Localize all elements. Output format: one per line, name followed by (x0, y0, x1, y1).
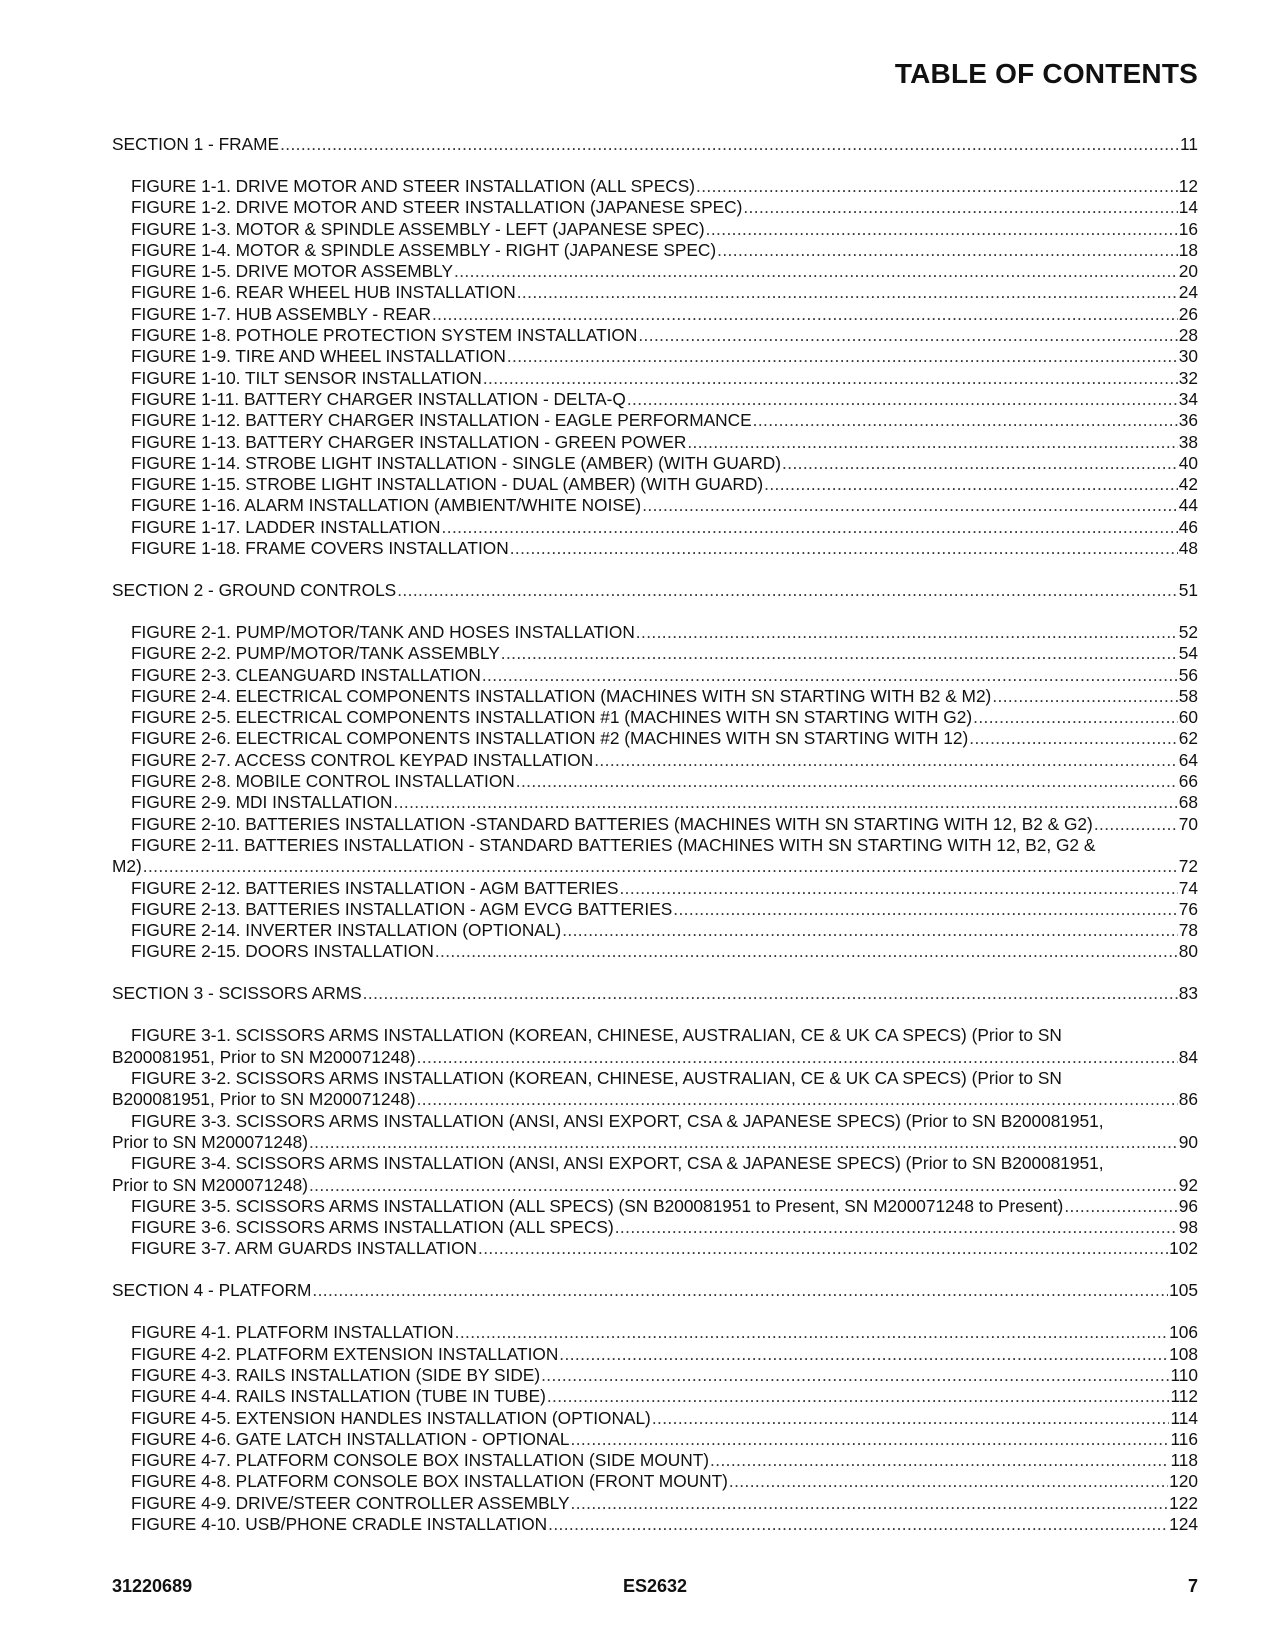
toc-page-number: 48 (1178, 538, 1198, 559)
toc-section (112, 580, 1198, 963)
toc-page-number: 70 (1178, 813, 1198, 834)
toc-figure-entry[interactable] (112, 1408, 1198, 1429)
toc-page-number: 52 (1178, 622, 1198, 642)
toc-figure-label: FIGURE 1-2. DRIVE MOTOR AND STEER INSTALLATION (JAPANESE SPEC) (131, 197, 743, 218)
toc-page-number: 78 (1178, 920, 1198, 941)
toc-figure-entry[interactable] (112, 1386, 1198, 1407)
toc-figure-entry[interactable] (112, 643, 1198, 664)
toc-figure-entry[interactable] (112, 346, 1198, 367)
toc-figure-label: FIGURE 1-9. TIRE AND WHEEL INSTALLATION (131, 346, 506, 367)
toc-page-number: 102 (1169, 1238, 1198, 1259)
toc-leader-dots (309, 1175, 1178, 1196)
toc-page-number: 12 (1178, 175, 1198, 196)
toc-leader-dots (571, 1493, 1169, 1514)
toc-page-number: 84 (1178, 1046, 1198, 1067)
toc-figure-entry[interactable] (112, 1471, 1198, 1492)
toc-figure-label: FIGURE 3-3. SCISSORS ARMS INSTALLATION (ANSI, ANSI EXPORT, CSA & JAPANESE SPECS) (Prior to SN B200081951, (131, 1110, 1104, 1131)
toc-section-entry[interactable] (112, 983, 1198, 1004)
toc-section-label: SECTION 2 - GROUND CONTROLS (112, 580, 397, 601)
toc-leader-dots (454, 261, 1178, 282)
toc-leader-dots (312, 1280, 1168, 1301)
toc-leader-dots (638, 325, 1177, 346)
toc-section-label: SECTION 3 - SCISSORS ARMS (112, 983, 362, 1004)
toc-figure-label-continued: B200081951, Prior to SN M200071248) (112, 1046, 416, 1067)
toc-leader-dots (594, 750, 1178, 771)
footer-page-number: 7 (1187, 1576, 1198, 1596)
toc-figure-label: FIGURE 2-10. BATTERIES INSTALLATION -STANDARD BATTERIES (MACHINES WITH SN STARTING WITH 12, B2 & G2) (131, 813, 1093, 834)
toc-figure-entry[interactable] (112, 878, 1198, 899)
toc-figure-label: FIGURE 3-4. SCISSORS ARMS INSTALLATION (ANSI, ANSI EXPORT, CSA & JAPANESE SPECS) (Prior to SN B200081951, (131, 1153, 1104, 1174)
toc-page-number: 46 (1178, 516, 1198, 537)
toc-figure-entry[interactable] (112, 1322, 1198, 1343)
toc-figure-label: FIGURE 1-17. LADDER INSTALLATION (131, 516, 441, 537)
toc-page-number: 110 (1170, 1364, 1198, 1385)
toc-figure-label: FIGURE 3-2. SCISSORS ARMS INSTALLATION (KOREAN, CHINESE, AUSTRALIAN, CE & UK CA SPECS) (Prior to SN (131, 1068, 1062, 1089)
toc-figure-entry[interactable] (112, 686, 1198, 707)
toc-figure-entry[interactable] (112, 792, 1198, 813)
toc-figure-entry[interactable] (112, 538, 1198, 559)
toc-figure-entry[interactable] (112, 665, 1198, 686)
toc-leader-dots (510, 538, 1178, 559)
toc-section (112, 1280, 1198, 1535)
toc-page-number: 44 (1178, 495, 1198, 516)
toc-page-number: 118 (1170, 1450, 1198, 1471)
toc-figure-entry[interactable] (112, 1450, 1198, 1471)
toc-figure-entry[interactable] (112, 304, 1198, 325)
toc-page-number: 64 (1178, 749, 1198, 770)
table-of-contents (112, 134, 1198, 1535)
toc-leader-dots (548, 1514, 1168, 1535)
toc-leader-dots (435, 941, 1178, 962)
toc-figure-label: FIGURE 2-12. BATTERIES INSTALLATION - AGM BATTERIES (131, 877, 619, 898)
toc-figure-entry[interactable] (112, 1111, 1198, 1154)
toc-page-number: 66 (1178, 771, 1198, 792)
toc-leader-dots (706, 219, 1178, 240)
toc-page-number: 18 (1178, 239, 1198, 260)
toc-page-number: 72 (1178, 856, 1198, 877)
toc-figure-label: FIGURE 1-12. BATTERY CHARGER INSTALLATION - EAGLE PERFORMANCE (131, 410, 752, 431)
toc-figure-label: FIGURE 4-8. PLATFORM CONSOLE BOX INSTALLATION (FRONT MOUNT) (131, 1471, 728, 1492)
toc-figure-entry[interactable] (112, 771, 1198, 792)
toc-page-number: 108 (1169, 1343, 1198, 1364)
toc-page-number: 30 (1178, 346, 1198, 367)
toc-figure-entry[interactable] (112, 728, 1198, 749)
toc-leader-dots (432, 304, 1178, 325)
toc-page-number: 60 (1178, 707, 1198, 728)
toc-leader-dots (782, 453, 1178, 474)
toc-leader-dots (615, 1217, 1178, 1238)
toc-page-number: 83 (1178, 983, 1198, 1004)
toc-page-number: 38 (1178, 431, 1198, 452)
toc-leader-dots (743, 197, 1177, 218)
toc-figure-label: FIGURE 2-6. ELECTRICAL COMPONENTS INSTALLATION #2 (MACHINES WITH SN STARTING WITH 12) (131, 728, 969, 749)
toc-leader-dots (764, 474, 1178, 495)
toc-page-number: 124 (1169, 1514, 1198, 1535)
toc-figure-label: FIGURE 3-6. SCISSORS ARMS INSTALLATION (ALL SPECS) (131, 1217, 614, 1238)
toc-page-number: 122 (1169, 1492, 1198, 1513)
toc-figure-entry[interactable] (112, 814, 1198, 835)
toc-leader-dots (636, 622, 1178, 643)
toc-leader-dots (507, 346, 1178, 367)
toc-figure-entry[interactable] (112, 1217, 1198, 1238)
toc-page-number: 86 (1178, 1089, 1198, 1110)
toc-figure-entry[interactable] (112, 1068, 1198, 1111)
toc-figure-entry[interactable] (112, 1344, 1198, 1365)
toc-page-number: 96 (1178, 1195, 1198, 1216)
toc-figure-label: FIGURE 4-5. EXTENSION HANDLES INSTALLATION (OPTIONAL) (131, 1407, 651, 1428)
toc-figure-entry[interactable] (112, 261, 1198, 282)
toc-leader-dots (501, 643, 1178, 664)
toc-figure-label: FIGURE 2-7. ACCESS CONTROL KEYPAD INSTALLATION (131, 749, 594, 770)
toc-page-number: 62 (1178, 728, 1198, 749)
toc-page-number: 11 (1180, 134, 1198, 154)
toc-figure-entry[interactable] (112, 1493, 1198, 1514)
toc-figure-label: FIGURE 4-3. RAILS INSTALLATION (SIDE BY SIDE) (131, 1364, 541, 1385)
toc-page-number: 36 (1178, 410, 1198, 431)
toc-figure-entry[interactable] (112, 941, 1198, 962)
toc-figure-label: FIGURE 1-11. BATTERY CHARGER INSTALLATION - DELTA-Q (131, 388, 626, 409)
toc-page-number: 42 (1178, 474, 1198, 495)
toc-leader-dots (482, 665, 1178, 686)
toc-figure-label: FIGURE 4-7. PLATFORM CONSOLE BOX INSTALLATION (SIDE MOUNT) (131, 1450, 710, 1471)
toc-figure-label: FIGURE 2-9. MDI INSTALLATION (131, 792, 393, 813)
toc-figure-label-continued: M2) (112, 856, 142, 877)
toc-figure-entry[interactable] (112, 453, 1198, 474)
toc-figure-entry[interactable] (112, 835, 1198, 878)
toc-figure-label: FIGURE 4-10. USB/PHONE CRADLE INSTALLATION (131, 1514, 548, 1535)
toc-leader-dots (417, 1089, 1178, 1110)
toc-leader-dots (673, 899, 1178, 920)
toc-page-number: 32 (1178, 367, 1198, 388)
toc-figure-label: FIGURE 2-2. PUMP/MOTOR/TANK ASSEMBLY (131, 643, 500, 664)
toc-leader-dots (483, 368, 1178, 389)
toc-page-number: 76 (1178, 898, 1198, 919)
toc-page-number: 92 (1178, 1174, 1198, 1195)
toc-figure-entry[interactable] (112, 176, 1198, 197)
toc-page-number: 114 (1170, 1407, 1198, 1428)
toc-figure-label: FIGURE 4-2. PLATFORM EXTENSION INSTALLATION (131, 1343, 559, 1364)
toc-figure-label: FIGURE 2-4. ELECTRICAL COMPONENTS INSTALLATION (MACHINES WITH SN STARTING WITH B2 & M2) (131, 685, 992, 706)
toc-page-number: 90 (1178, 1131, 1198, 1152)
toc-figure-label: FIGURE 2-15. DOORS INSTALLATION (131, 941, 434, 962)
toc-page-number: 98 (1178, 1217, 1198, 1238)
toc-leader-dots (309, 1132, 1178, 1153)
toc-figure-label: FIGURE 4-9. DRIVE/STEER CONTROLLER ASSEMBLY (131, 1492, 570, 1513)
toc-figure-label: FIGURE 2-11. BATTERIES INSTALLATION - STANDARD BATTERIES (MACHINES WITH SN STARTING WITH 12, B2, G2 & (131, 834, 1096, 855)
toc-page-number: 14 (1178, 197, 1198, 218)
toc-figure-label-continued: Prior to SN M200071248) (112, 1174, 308, 1195)
toc-leader-dots (394, 792, 1178, 813)
toc-figure-entry[interactable] (112, 410, 1198, 431)
toc-figure-entry[interactable] (112, 1196, 1198, 1217)
toc-figure-label: FIGURE 2-5. ELECTRICAL COMPONENTS INSTALLATION #1 (MACHINES WITH SN STARTING WITH G2) (131, 707, 973, 728)
toc-leader-dots (729, 1471, 1168, 1492)
toc-page-number: 120 (1169, 1471, 1198, 1492)
toc-figure-label: FIGURE 1-14. STROBE LIGHT INSTALLATION - SINGLE (AMBER) (WITH GUARD) (131, 452, 782, 473)
toc-leader-dots (517, 282, 1178, 303)
toc-leader-dots (363, 983, 1178, 1004)
toc-page-number: 56 (1178, 664, 1198, 685)
toc-page-number: 54 (1178, 643, 1198, 664)
toc-figure-label: FIGURE 2-13. BATTERIES INSTALLATION - AGM EVCG BATTERIES (131, 898, 673, 919)
toc-figure-label: FIGURE 3-1. SCISSORS ARMS INSTALLATION (KOREAN, CHINESE, AUSTRALIAN, CE & UK CA SPECS) (Prior to SN (131, 1025, 1062, 1046)
toc-figure-entry[interactable] (112, 1238, 1198, 1259)
toc-leader-dots (619, 878, 1177, 899)
toc-figure-label: FIGURE 1-3. MOTOR & SPINDLE ASSEMBLY - LEFT (JAPANESE SPEC) (131, 218, 705, 239)
toc-figure-label: FIGURE 1-6. REAR WHEEL HUB INSTALLATION (131, 282, 516, 303)
toc-figure-label: FIGURE 3-5. SCISSORS ARMS INSTALLATION (ALL SPECS) (SN B200081951 to Present, SN M200071248 to Present) (131, 1195, 1064, 1216)
toc-page-number: 68 (1178, 792, 1198, 813)
toc-leader-dots (1094, 814, 1178, 835)
toc-leader-dots (571, 1429, 1170, 1450)
toc-figure-entry[interactable] (112, 920, 1198, 941)
toc-figure-label: FIGURE 1-5. DRIVE MOTOR ASSEMBLY (131, 261, 454, 282)
toc-figure-label: FIGURE 2-8. MOBILE CONTROL INSTALLATION (131, 771, 515, 792)
toc-page-number: 28 (1178, 325, 1198, 346)
toc-leader-dots (478, 1238, 1168, 1259)
toc-figure-entry[interactable] (112, 517, 1198, 538)
toc-figure-label: FIGURE 4-6. GATE LATCH INSTALLATION - OPTIONAL (131, 1428, 570, 1449)
toc-leader-dots (280, 134, 1179, 155)
toc-leader-dots (417, 1047, 1178, 1068)
toc-page-number: 51 (1178, 580, 1198, 601)
toc-figure-label: FIGURE 2-14. INVERTER INSTALLATION (OPTIONAL) (131, 920, 562, 941)
toc-figure-entry[interactable] (112, 197, 1198, 218)
toc-figure-entry[interactable] (112, 368, 1198, 389)
toc-leader-dots (969, 728, 1177, 749)
toc-page-number: 112 (1170, 1386, 1198, 1407)
page-footer (112, 1576, 1198, 1600)
toc-page-number: 58 (1178, 685, 1198, 706)
toc-figure-label: FIGURE 2-3. CLEANGUARD INSTALLATION (131, 664, 481, 685)
toc-figure-label: FIGURE 1-8. POTHOLE PROTECTION SYSTEM INSTALLATION (131, 325, 638, 346)
toc-figure-entry[interactable] (112, 474, 1198, 495)
toc-section-label: SECTION 1 - FRAME (112, 134, 280, 154)
toc-page-number: 26 (1178, 303, 1198, 324)
toc-page-number: 106 (1169, 1322, 1198, 1343)
toc-figure-label: FIGURE 1-7. HUB ASSEMBLY - REAR (131, 303, 431, 324)
toc-figure-label: FIGURE 1-15. STROBE LIGHT INSTALLATION - DUAL (AMBER) (WITH GUARD) (131, 474, 764, 495)
toc-leader-dots (559, 1344, 1168, 1365)
toc-leader-dots (627, 389, 1178, 410)
toc-page-number: 105 (1169, 1280, 1198, 1301)
toc-leader-dots (455, 1322, 1169, 1343)
toc-figure-entry[interactable] (112, 899, 1198, 920)
toc-figure-entry[interactable] (112, 1365, 1198, 1386)
toc-figure-entry[interactable] (112, 240, 1198, 261)
toc-page-number: 34 (1178, 388, 1198, 409)
toc-figure-entry[interactable] (112, 622, 1198, 643)
toc-figure-label: FIGURE 1-13. BATTERY CHARGER INSTALLATION - GREEN POWER (131, 431, 687, 452)
toc-section-entry[interactable] (112, 1280, 1198, 1301)
toc-leader-dots (696, 176, 1178, 197)
toc-leader-dots (753, 410, 1178, 431)
toc-figure-entry[interactable] (112, 707, 1198, 728)
toc-figure-label-continued: B200081951, Prior to SN M200071248) (112, 1089, 416, 1110)
toc-leader-dots (710, 1450, 1169, 1471)
toc-figure-entry[interactable] (112, 219, 1198, 240)
toc-leader-dots (652, 1408, 1170, 1429)
toc-leader-dots (442, 517, 1178, 538)
toc-page-number: 40 (1178, 452, 1198, 473)
toc-figure-entry[interactable] (112, 750, 1198, 771)
toc-figure-entry[interactable] (112, 432, 1198, 453)
toc-figure-entry[interactable] (112, 1025, 1198, 1068)
toc-leader-dots (1064, 1196, 1177, 1217)
toc-figure-label: FIGURE 3-7. ARM GUARDS INSTALLATION (131, 1238, 478, 1259)
toc-figure-label: FIGURE 1-18. FRAME COVERS INSTALLATION (131, 538, 509, 559)
toc-figure-label: FIGURE 1-10. TILT SENSOR INSTALLATION (131, 367, 482, 388)
toc-figure-label: FIGURE 4-1. PLATFORM INSTALLATION (131, 1322, 454, 1343)
toc-leader-dots (547, 1386, 1170, 1407)
toc-section (112, 983, 1198, 1259)
toc-section-label: SECTION 4 - PLATFORM (112, 1280, 312, 1301)
footer-doc-number: 31220689 (112, 1576, 193, 1596)
toc-leader-dots (642, 495, 1178, 516)
toc-figure-label: FIGURE 1-1. DRIVE MOTOR AND STEER INSTALLATION (ALL SPECS) (131, 175, 695, 196)
toc-leader-dots (397, 580, 1178, 601)
footer-model: ES2632 (622, 1576, 688, 1596)
toc-figure-entry[interactable] (112, 495, 1198, 516)
toc-leader-dots (143, 856, 1178, 877)
toc-leader-dots (541, 1365, 1169, 1386)
toc-figure-label: FIGURE 2-1. PUMP/MOTOR/TANK AND HOSES INSTALLATION (131, 622, 635, 642)
toc-figure-entry[interactable] (112, 1153, 1198, 1196)
toc-figure-entry[interactable] (112, 282, 1198, 303)
toc-section (112, 134, 1198, 559)
toc-leader-dots (562, 920, 1178, 941)
toc-figure-label-continued: Prior to SN M200071248) (112, 1131, 308, 1152)
toc-leader-dots (687, 432, 1177, 453)
toc-section-entry[interactable] (112, 134, 1198, 155)
toc-section-entry[interactable] (112, 580, 1198, 601)
toc-figure-entry[interactable] (112, 1514, 1198, 1535)
toc-page-number: 80 (1178, 941, 1198, 962)
toc-figure-entry[interactable] (112, 1429, 1198, 1450)
toc-leader-dots (516, 771, 1178, 792)
toc-page-number: 20 (1178, 261, 1198, 282)
toc-leader-dots (973, 707, 1178, 728)
toc-page-number: 24 (1178, 282, 1198, 303)
toc-leader-dots (717, 240, 1178, 261)
toc-page-number: 16 (1178, 218, 1198, 239)
toc-page-number: 116 (1170, 1428, 1198, 1449)
toc-figure-label: FIGURE 4-4. RAILS INSTALLATION (TUBE IN TUBE) (131, 1386, 546, 1407)
toc-figure-label: FIGURE 1-16. ALARM INSTALLATION (AMBIENT/WHITE NOISE) (131, 495, 642, 516)
toc-figure-entry[interactable] (112, 325, 1198, 346)
toc-leader-dots (992, 686, 1177, 707)
page-title: TABLE OF CONTENTS (894, 58, 1198, 89)
toc-figure-label: FIGURE 1-4. MOTOR & SPINDLE ASSEMBLY - RIGHT (JAPANESE SPEC) (131, 239, 717, 260)
toc-figure-entry[interactable] (112, 389, 1198, 410)
toc-page-number: 74 (1178, 877, 1198, 898)
